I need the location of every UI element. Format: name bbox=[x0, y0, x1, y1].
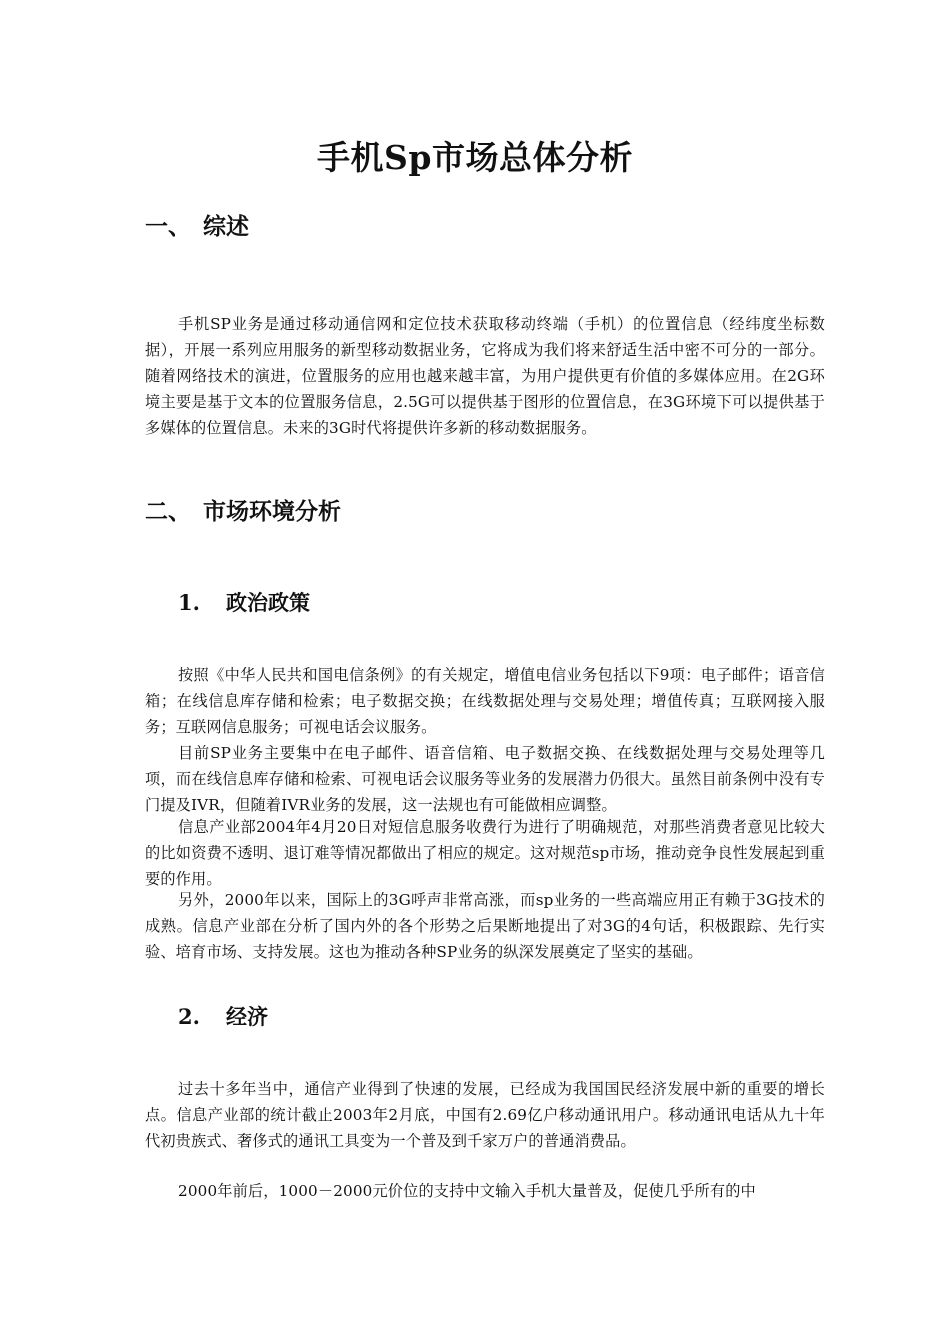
paragraph-politics-1: 按照《中华人民共和国电信条例》的有关规定，增值电信业务包括以下9项：电子邮件；语音信箱；在线信息库存储和检索；电子数据交换；在线数据处理与交易处理；增值传真；互联网接入服务；互联网信息服务；可视电话会议服务。 bbox=[145, 666, 825, 736]
subsection-title: 经济 bbox=[226, 1004, 268, 1029]
paragraph-politics-3: 信息产业部2004年4月20日对短信息服务收费行为进行了明确规范，对那些消费者意见比较大的比如资费不透明、退订难等情况都做出了相应的规定。这对规范sp市场，推动竞争良性发展起到重要的作用。 bbox=[145, 818, 825, 888]
section-title: 综述 bbox=[203, 213, 249, 240]
paragraph-politics-4: 另外，2000年以来，国际上的3G呼声非常高涨，而sp业务的一些高端应用正有赖于3G技术的成熟。信息产业部在分析了国内外的各个形势之后果断地提出了对3G的4句话，积极跟踪、先行实验、培育市场、支持发展。这也为推动各种SP业务的纵深发展奠定了坚实的基础。 bbox=[145, 891, 825, 961]
paragraph-overview: 手机SP业务是通过移动通信网和定位技术获取移动终端（手机）的位置信息（经纬度坐标数据），开展一系列应用服务的新型移动数据业务，它将成为我们将来舒适生活中密不可分的一部分。随着网络技术的演进，位置服务的应用也越来越丰富，为用户提供更有价值的多媒体应用。在2G环境主要是基于文本的位置服务信息，2.5G可以提供基于图形的位置信息，在3G环境下可以提供基于多媒体的位置信息。未来的3G时代将提供许多新的移动数据服务。 bbox=[145, 315, 825, 437]
section-heading-market-environment bbox=[145, 493, 341, 526]
subsection-number: 2. bbox=[178, 1004, 200, 1029]
section-title: 市场环境分析 bbox=[203, 498, 341, 525]
section-number: 一、 bbox=[145, 213, 191, 240]
section-number: 二、 bbox=[145, 498, 191, 525]
subsection-heading-politics bbox=[178, 587, 310, 617]
paragraph-economy-2: 2000年前后，1000－2000元价位的支持中文输入手机大量普及，促使几乎所有的中 bbox=[178, 1182, 756, 1200]
subsection-heading-economy bbox=[178, 1001, 268, 1031]
section-heading-overview bbox=[145, 208, 249, 241]
paragraph-economy-1: 过去十多年当中，通信产业得到了快速的发展，已经成为我国国民经济发展中新的重要的增长点。信息产业部的统计截止2003年2月底，中国有2.69亿户移动通讯用户。移动通讯电话从九十年代初贵族式、奢侈式的通讯工具变为一个普及到千家万户的普通消费品。 bbox=[145, 1080, 825, 1150]
subsection-title: 政治政策 bbox=[226, 590, 310, 615]
document-title: 手机Sp市场总体分析 bbox=[317, 138, 633, 177]
paragraph-politics-2: 目前SP业务主要集中在电子邮件、语音信箱、电子数据交换、在线数据处理与交易处理等几项，而在线信息库存储和检索、可视电话会议服务等业务的发展潜力仍很大。虽然目前条例中没有专门提及IVR，但随着IVR业务的发展，这一法规也有可能做相应调整。 bbox=[145, 744, 825, 814]
subsection-number: 1. bbox=[178, 590, 200, 615]
